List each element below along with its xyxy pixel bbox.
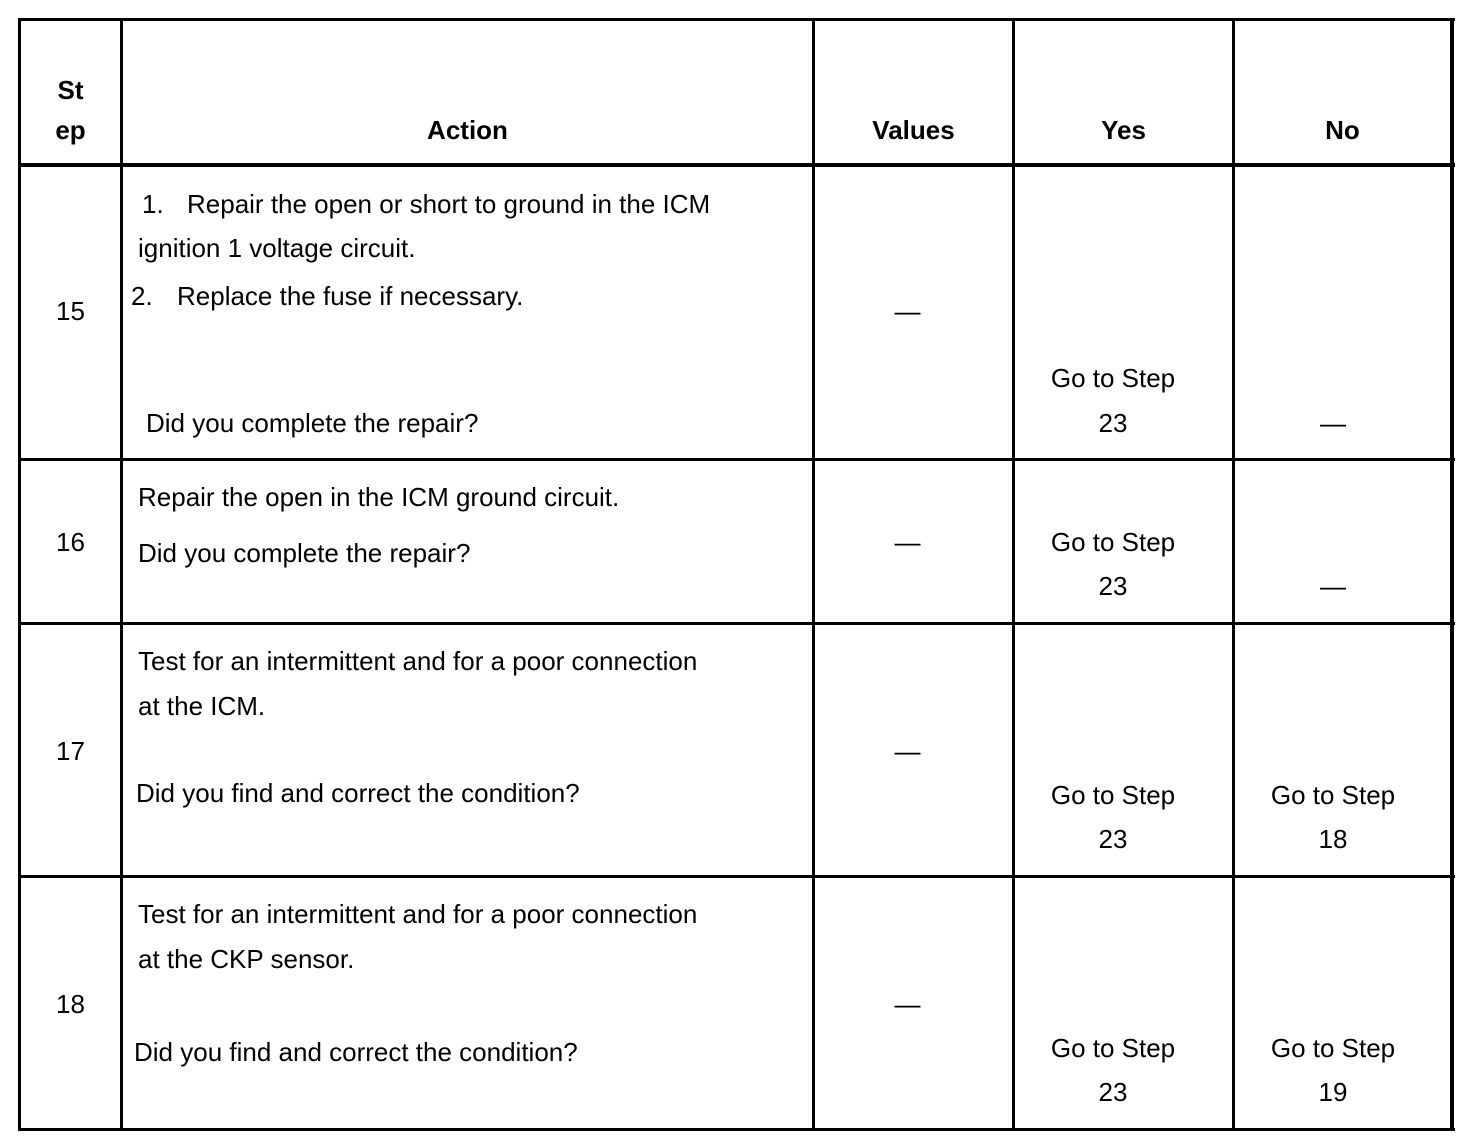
header-yes: Yes — [1101, 115, 1146, 145]
values-cell: — — [894, 989, 921, 1019]
header-values: Values — [872, 115, 955, 145]
table-border-left — [18, 18, 21, 1131]
yes-cell-line1: Go to Step — [1050, 363, 1176, 393]
action-question: Did you find and correct the condition? — [134, 1037, 578, 1067]
values-cell: — — [894, 296, 921, 326]
no-cell-line2: 19 — [1318, 1077, 1348, 1107]
step-number: 18 — [56, 989, 85, 1019]
action-text: Repair the open or short to ground in the ICM — [187, 189, 711, 219]
step-number: 15 — [56, 296, 85, 326]
step-number: 16 — [56, 527, 85, 557]
yes-cell-line2: 23 — [1098, 408, 1128, 438]
yes-cell-line1: Go to Step — [1050, 1033, 1176, 1063]
yes-cell-line2: 23 — [1098, 824, 1128, 854]
no-cell-line1: Go to Step — [1270, 780, 1396, 810]
column-divider — [812, 18, 815, 1131]
yes-cell-line1: Go to Step — [1050, 780, 1176, 810]
action-text: Test for an intermittent and for a poor connection — [138, 899, 698, 929]
action-text: ignition 1 voltage circuit. — [138, 233, 416, 263]
column-divider — [120, 18, 123, 1131]
no-cell-line2: 18 — [1318, 824, 1348, 854]
header-step-line2: ep — [55, 115, 86, 145]
step-number: 17 — [56, 736, 85, 766]
values-cell: — — [894, 527, 921, 557]
diagnostic-table — [18, 18, 1455, 1131]
action-item-number: 2. — [131, 281, 153, 311]
row-divider — [18, 458, 1455, 461]
no-cell: — — [1320, 408, 1346, 438]
header-divider — [18, 163, 1455, 167]
table-border-top — [18, 18, 1455, 21]
header-action: Action — [427, 115, 508, 145]
values-cell: — — [894, 736, 921, 766]
action-text: Repair the open in the ICM ground circuit. — [138, 482, 620, 512]
action-text: Replace the fuse if necessary. — [177, 281, 524, 311]
table-border-right — [1450, 18, 1454, 1131]
action-question: Did you find and correct the condition? — [136, 778, 580, 808]
no-cell: — — [1320, 571, 1346, 601]
action-question: Did you complete the repair? — [138, 538, 471, 568]
row-divider — [18, 875, 1455, 878]
header-step-line1: St — [57, 75, 84, 105]
header-no: No — [1325, 115, 1360, 145]
action-question: Did you complete the repair? — [146, 408, 479, 438]
action-text: at the ICM. — [138, 691, 266, 721]
yes-cell-line1: Go to Step — [1050, 527, 1176, 557]
action-text: Test for an intermittent and for a poor connection — [138, 646, 698, 676]
action-item-number: 1. — [142, 189, 164, 219]
no-cell-line1: Go to Step — [1270, 1033, 1396, 1063]
yes-cell-line2: 23 — [1098, 1077, 1128, 1107]
action-text: at the CKP sensor. — [138, 944, 355, 974]
yes-cell-line2: 23 — [1098, 571, 1128, 601]
table-border-bottom — [18, 1128, 1455, 1131]
row-divider — [18, 622, 1455, 625]
